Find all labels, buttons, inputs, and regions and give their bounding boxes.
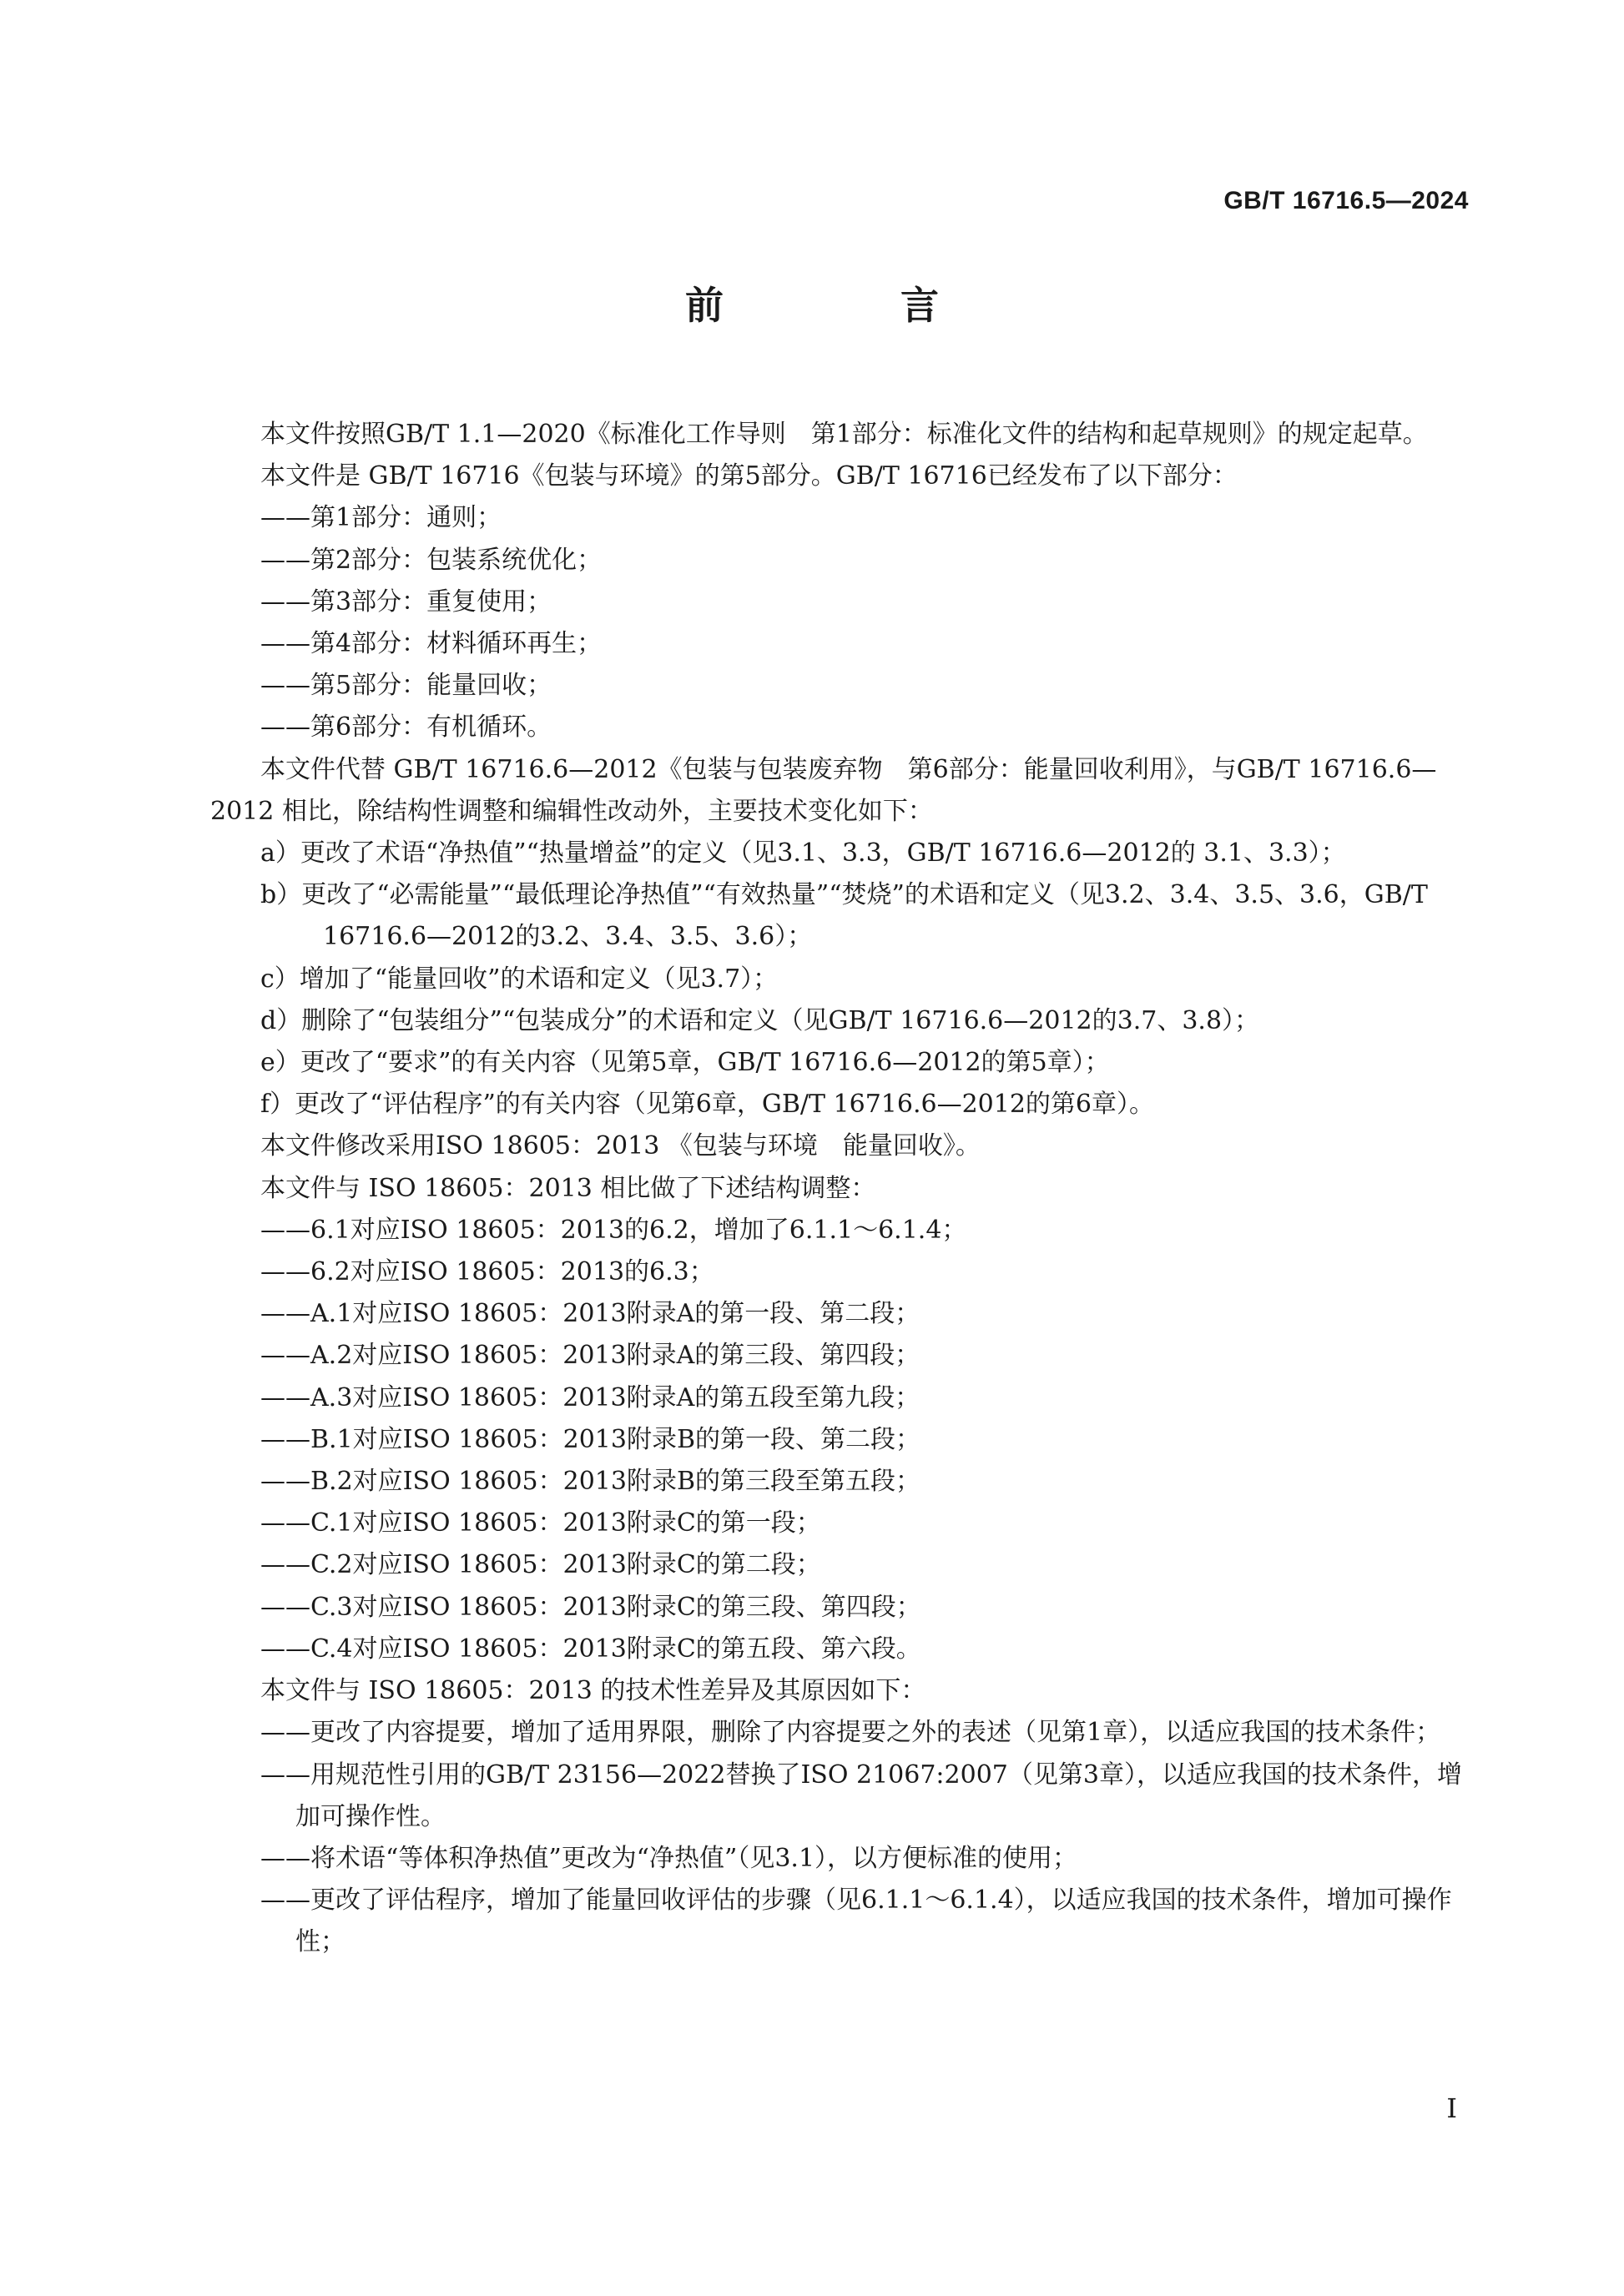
page-number: I xyxy=(1446,2092,1457,2124)
list-item: b）更改了“必需能量”“最低理论净热值”“有效热量”“焚烧”的术语和定义（见3.2、3.4、3.5、3.6，GB/T 16716.6—2012的3.2、3.4、3.5、3.6）； xyxy=(260,880,1428,952)
list-item: f）更改了“评估程序”的有关内容（见第6章，GB/T 16716.6—2012的第6章）。 xyxy=(260,1090,1155,1120)
paragraph-adoption: 本文件修改采用ISO 18605：2013 《包装与环境 能量回收》。 xyxy=(260,1131,981,1161)
list-item: ——C.3对应ISO 18605：2013附录C的第三段、第四段； xyxy=(260,1592,921,1622)
list-item: a）更改了术语“净热值”“热量增益”的定义（见3.1、3.3，GB/T 16716.6—2012的 3.1、3.3）； xyxy=(260,838,1346,869)
list-item: ——第3部分：重复使用； xyxy=(260,587,552,617)
list-item: ——6.1对应ISO 18605：2013的6.2，增加了6.1.1～6.1.4； xyxy=(260,1215,967,1245)
list-item: ——第2部分：包装系统优化； xyxy=(260,545,603,575)
paragraph-replacement: 本文件代替 GB/T 16716.6—2012《包装与包装废弃物 第6部分：能量回收利用》，与GB/T 16716.6—2012 相比，除结构性调整和编辑性改动外，主要技术变化如下： xyxy=(210,754,1437,826)
list-item: ——第5部分：能量回收； xyxy=(260,671,552,701)
list-item: ——C.4对应ISO 18605：2013附录C的第五段、第六段。 xyxy=(260,1634,921,1664)
list-item: ——第4部分：材料循环再生； xyxy=(260,629,603,659)
list-item: e）更改了“要求”的有关内容（见第5章，GB/T 16716.6—2012的第5章）； xyxy=(260,1048,1110,1078)
list-item: c）增加了“能量回收”的术语和定义（见3.7）； xyxy=(260,964,779,994)
list-item: ——第6部分：有机循环。 xyxy=(260,712,552,743)
list-item: ——C.1对应ISO 18605：2013附录C的第一段； xyxy=(260,1508,821,1538)
list-item: ——更改了评估程序，增加了能量回收评估的步骤（见6.1.1～6.1.4），以适应我国的技术条件，增加可操作性； xyxy=(260,1886,1452,1957)
list-item: ——C.2对应ISO 18605：2013附录C的第二段； xyxy=(260,1550,821,1580)
paragraph-drafting-rules: 本文件按照GB/T 1.1—2020《标准化工作导则 第1部分：标准化文件的结构和起草规则》的规定起草。 xyxy=(260,420,1428,449)
list-item: ——B.1对应ISO 18605：2013附录B的第一段、第二段； xyxy=(260,1424,921,1454)
list-item: ——将术语“等体积净热值”更改为“净热值”（见3.1），以方便标准的使用； xyxy=(260,1843,1078,1873)
list-item: ——A.1对应ISO 18605：2013附录A的第一段、第二段； xyxy=(260,1299,920,1329)
list-item: ——A.2对应ISO 18605：2013附录A的第三段、第四段； xyxy=(260,1341,920,1371)
paragraph-differences-intro: 本文件与 ISO 18605：2013 的技术性差异及其原因如下： xyxy=(260,1676,926,1706)
paragraph-part-intro: 本文件是 GB/T 16716《包装与环境》的第5部分。GB/T 16716已经发布了以下部分： xyxy=(260,461,1238,491)
list-item: ——更改了内容提要，增加了适用界限，删除了内容提要之外的表述（见第1章），以适应我国的技术条件； xyxy=(260,1718,1441,1748)
page-title: 前 言 xyxy=(685,283,972,328)
list-item: ——第1部分：通则； xyxy=(260,503,502,533)
paragraph-structure-intro: 本文件与 ISO 18605：2013 相比做了下述结构调整： xyxy=(260,1173,876,1203)
standard-number: GB/T 16716.5—2024 xyxy=(1223,187,1469,214)
list-item: ——B.2对应ISO 18605：2013附录B的第三段至第五段； xyxy=(260,1467,921,1497)
list-item: ——A.3对应ISO 18605：2013附录A的第五段至第九段； xyxy=(260,1382,920,1412)
document-body xyxy=(210,414,1467,1964)
list-item: ——用规范性引用的GB/T 23156—2022替换了ISO 21067:2007（见第3章），以适应我国的技术条件，增加可操作性。 xyxy=(260,1760,1462,1831)
list-item: ——6.2对应ISO 18605：2013的6.3； xyxy=(260,1257,714,1287)
list-item: d）删除了“包装组分”“包装成分”的术语和定义（见GB/T 16716.6—2012的3.7、3.8）； xyxy=(260,1005,1260,1035)
